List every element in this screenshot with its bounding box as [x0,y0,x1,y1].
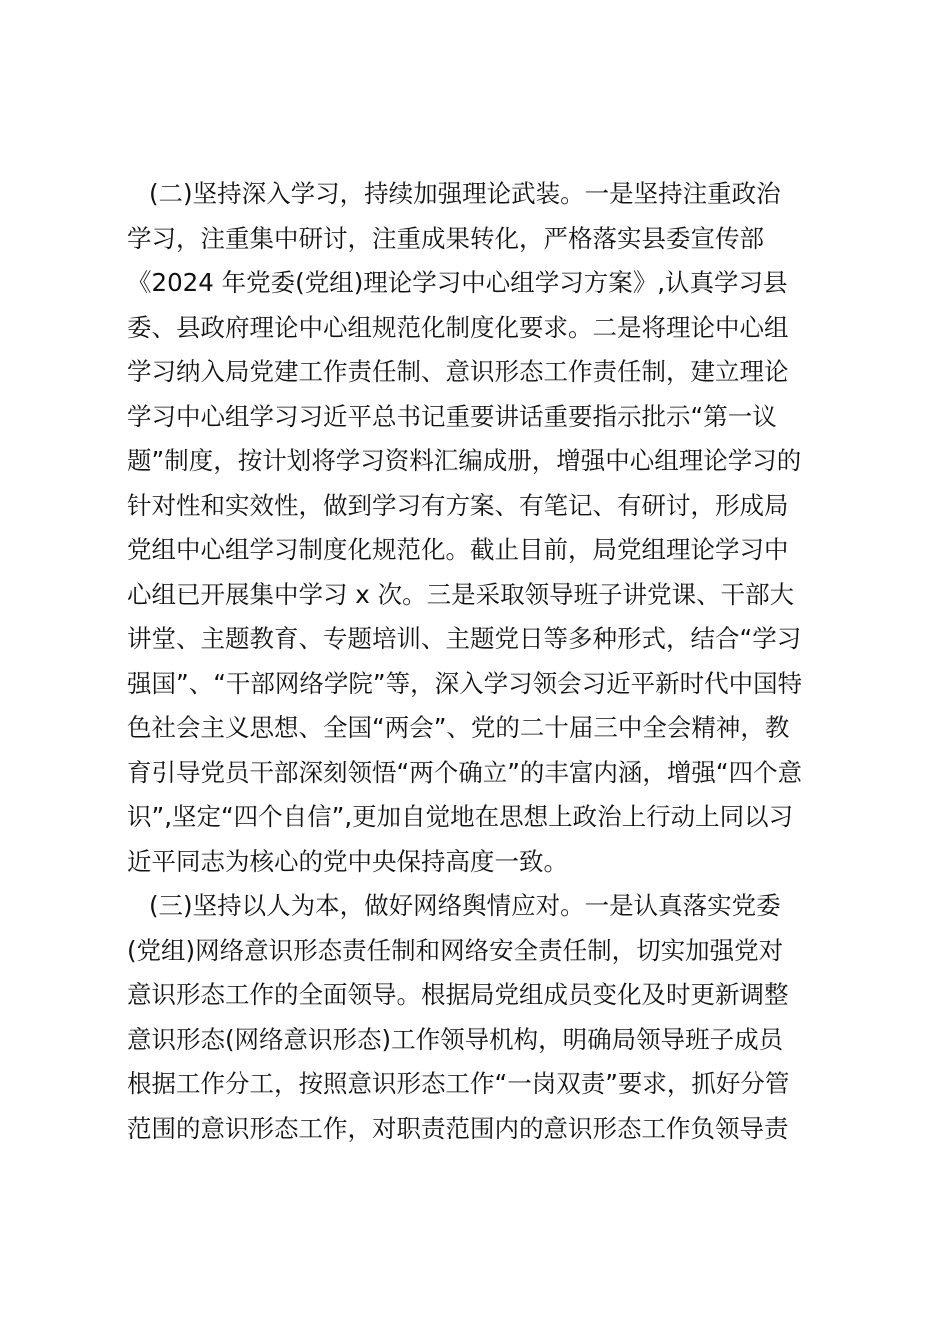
paragraph-2-line-7: 题”制度，按计划将学习资料汇编成册，增强中心组理论学习的 [127,446,802,475]
paragraph-2-line-6: 学习中心组学习习近平总书记重要讲话重要指示批示“第一议 [127,401,777,431]
paragraph-3-line-6: 范围的意识形态工作，对职责范围内的意识形态工作负领导责 [127,1113,789,1143]
paragraph-2-line-3: 《2024 年党委(党组)理论学习中心组学习方案》,认真学习县 [127,268,788,297]
paragraph-2-line-9: 党组中心组学习制度化规范化。截止目前，局党组理论学习中 [127,535,789,564]
body-text [127,172,837,1151]
paragraph-2-line-12: 强国”、“干部网络学院”等，深入学习领会习近平新时代中国特 [127,668,803,698]
paragraph-2-line-5: 学习纳入局党建工作责任制、意识形态工作责任制，建立理论 [127,357,789,386]
paragraph-2-line-10: 心组已开展集中学习 x 次。三是采取领导班子讲党课、干部大 [127,579,795,609]
paragraph-2-line-16: 近平同志为核心的党中央保持高度一致。 [127,846,568,876]
paragraph-2-line-4: 委、县政府理论中心组规范化制度化要求。二是将理论中心组 [127,312,789,342]
paragraph-2-line-15: 识”,坚定“四个自信”,更加自觉地在思想上政治上行动上同以习 [127,802,794,831]
paragraph-3-line-1: (三)坚持以人为本，做好网络舆情应对。一是认真落实党委 [149,891,781,920]
paragraph-2-line-14: 育引导党员干部深刻领悟“两个确立”的丰富内涵，增强“四个意 [127,757,803,787]
paragraph-2-line-2: 学习，注重集中研讨，注重成果转化，严格落实县委宣传部 [127,223,764,253]
paragraph-2-line-8: 针对性和实效性，做到学习有方案、有笔记、有研讨，形成局 [127,490,789,520]
paragraph-2-line-1: (二)坚持深入学习，持续加强理论武装。一是坚持注重政治 [149,179,781,208]
paragraph-2-line-13: 色社会主义思想、全国“两会”、党的二十届三中全会精神，教 [127,713,790,742]
paragraph-3-line-3: 意识形态工作的全面领导。根据局党组成员变化及时更新调整 [127,980,789,1009]
paragraph-3-line-2: (党组)网络意识形态责任制和网络安全责任制，切实加强党对 [127,935,784,965]
paragraph-3-line-5: 根据工作分工，按照意识形态工作“一岗双责”要求，抓好分管 [127,1069,790,1098]
paragraph-3-line-4: 意识形态(网络意识形态)工作领导机构，明确局领导班子成员 [127,1024,784,1054]
paragraph-2-line-11: 讲堂、主题教育、专题培训、主题党日等多种形式，结合“学习 [127,624,802,653]
